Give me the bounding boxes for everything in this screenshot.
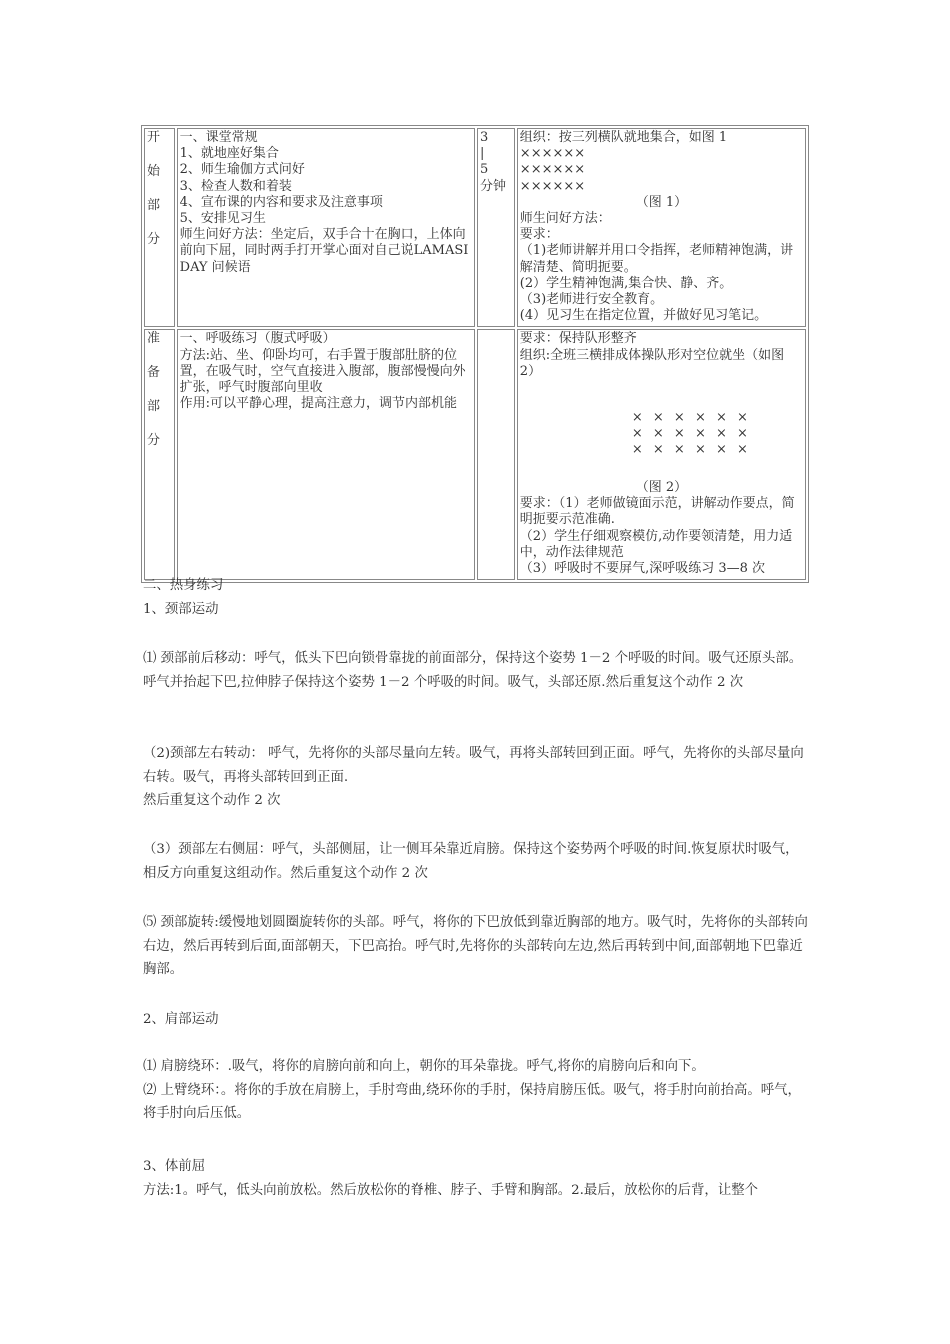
formation-row: × × × × × ×	[631, 410, 751, 426]
org-intro: 组织：按三列横队就地集合，如图 1	[519, 130, 728, 145]
time-line: 3	[480, 130, 489, 145]
paragraph	[143, 911, 809, 982]
section-title-cell	[144, 329, 175, 580]
subsection-heading: 1、颈部运动	[143, 601, 219, 617]
section-heading: 二、热身练习	[143, 578, 224, 593]
time-cell	[477, 329, 515, 580]
formation-row: ××××××	[519, 162, 586, 178]
paragraph	[143, 1055, 809, 1126]
formation-row: ××××××	[519, 146, 586, 162]
content-line: 一、呼吸练习（腹式呼吸）	[179, 331, 336, 347]
formation-diagram	[520, 410, 803, 458]
org-line: （2）学生仔细观察模仿,动作要领清楚，用力适中，动作法律规范	[519, 528, 793, 560]
formation-row: × × × × × ×	[631, 426, 751, 442]
organization-cell	[517, 128, 806, 327]
table-row-start	[144, 128, 806, 327]
content-line: 1、就地座好集合	[179, 146, 279, 162]
lesson-plan-table	[141, 125, 809, 583]
org-line: （1)老师讲解并用口令指挥，老师精神饱满，讲解清楚、简明扼要。	[519, 243, 794, 275]
organization-cell	[517, 329, 806, 580]
section-char: 开	[147, 130, 161, 145]
paragraph	[143, 1155, 809, 1202]
section-char: 分	[147, 232, 161, 247]
org-line: 要求：	[519, 227, 559, 243]
org-line: 要求：保持队形整齐	[519, 331, 637, 347]
paragraph-text: ⑵ 上臂绕环：。将你的手放在肩膀上，手肘弯曲,绕环你的手肘，保持肩膀压低。吸气，将手肘向前抬高。呼气，将手肘向后压低。	[143, 1082, 801, 1121]
paragraph	[143, 742, 809, 813]
org-line: (4）见习生在指定位置，并做好见习笔记。	[519, 308, 768, 324]
subsection-heading: 2、肩部运动	[143, 1012, 219, 1027]
paragraph-text: （3）颈部左右侧屈：呼气，头部侧屈，让一侧耳朵靠近肩膀。保持这个姿势两个呼吸的时间.恢复原状时吸气，相反方向重复这组动作。然后重复这个动作 2 次	[143, 842, 799, 881]
org-line: (2）学生精神饱满,集合快、静、齐。	[519, 275, 733, 291]
section-char: 准	[147, 331, 161, 347]
formation-row: × × × × × ×	[631, 442, 751, 458]
paragraph-text: ⑴ 肩膀绕环：.吸气，将你的肩膀向前和向上，朝你的耳朵靠拢。呼气,将你的肩膀向后和向下。	[143, 1059, 705, 1074]
section-char: 部	[147, 198, 161, 213]
section-char: 始	[147, 164, 161, 179]
content-line: 2、师生瑜伽方式问好	[179, 162, 305, 178]
content-line: 3、检查人数和着装	[179, 178, 292, 194]
section-char: 部	[147, 399, 161, 415]
paragraph-text: 然后重复这个动作 2 次	[143, 793, 281, 808]
time-line: |	[480, 146, 485, 162]
content-cell	[177, 128, 475, 327]
paragraph-text: ⑸ 颈部旋转:缓慢地划圆圈旋转你的头部。呼气，将你的下巴放低到靠近胸部的地方。吸气时，先将你的头部转向右边，然后再转到后面,面部朝天，下巴高抬。呼气时,先将你的头部转向左边,然后再转到中间,面部朝地下巴靠近胸部。	[143, 915, 808, 977]
org-line: （3）呼吸时不要屏气,深呼吸练习 3—8 次	[519, 561, 766, 577]
paragraph-text: ⑴ 颈部前后移动：呼气，低头下巴向锁骨靠拢的前面部分，保持这个姿势 1－2 个呼吸的时间。吸气还原头部。呼气并抬起下巴,拉伸脖子保持这个姿势 1－2 个呼吸的时间。吸气，头部还原.然后重复这个动作 2 次	[143, 651, 803, 690]
content-line: 4、宣布课的内容和要求及注意事项	[179, 194, 383, 210]
paragraph	[143, 647, 809, 694]
time-line: 分钟	[480, 178, 507, 194]
content-line: 方法:站、坐、仰卧均可，右手置于腹部肚脐的位置，在吸气时，空气直接进入腹部，腹部慢慢向外扩张，呼气时腹部向里收	[179, 347, 466, 396]
paragraph-text: （2)颈部左右转动： 呼气，先将你的头部尽量向左转。吸气，再将头部转回到正面。呼气，先将你的头部尽量向右转。吸气，再将头部转回到正面.	[143, 746, 804, 785]
content-line: 5、安排见习生	[179, 211, 266, 227]
section-heading-block	[143, 574, 809, 621]
org-line: 组织:全班三横排成体操队形对空位就坐（如图 2）	[519, 347, 785, 379]
content-line: 师生问好方法：坐定后，双手合十在胸口，上体向前向下屈，同时两手打开掌心面对自己说LAMASIDAY 问候语	[179, 227, 469, 275]
content-line: 一、课堂常规	[179, 130, 258, 145]
paragraph	[143, 838, 809, 885]
section-char: 备	[147, 365, 161, 381]
figure-caption: （图 2）	[635, 480, 688, 496]
subsection-heading: 3、体前屈	[143, 1159, 206, 1174]
paragraph	[143, 1008, 809, 1032]
section-title-cell	[144, 128, 175, 327]
org-line: （3)老师进行安全教育。	[519, 292, 664, 308]
content-cell	[177, 329, 475, 580]
time-line: 5	[480, 162, 489, 178]
section-char: 分	[147, 433, 161, 449]
table-row-prep	[144, 329, 806, 580]
org-line: 师生问好方法：	[519, 211, 611, 227]
org-line: 要求：（1）老师做镜面示范，讲解动作要点，简明扼要示范准确.	[519, 496, 795, 528]
figure-caption: （图 1）	[635, 194, 688, 210]
content-line: 作用:可以平静心理，提高注意力，调节内部机能	[179, 396, 458, 412]
time-cell	[477, 128, 515, 327]
formation-row: ××××××	[519, 178, 586, 194]
paragraph-text: 方法:1。呼气，低头向前放松。然后放松你的脊椎、脖子、手臂和胸部。2.最后，放松你的后背，让整个	[143, 1182, 758, 1198]
